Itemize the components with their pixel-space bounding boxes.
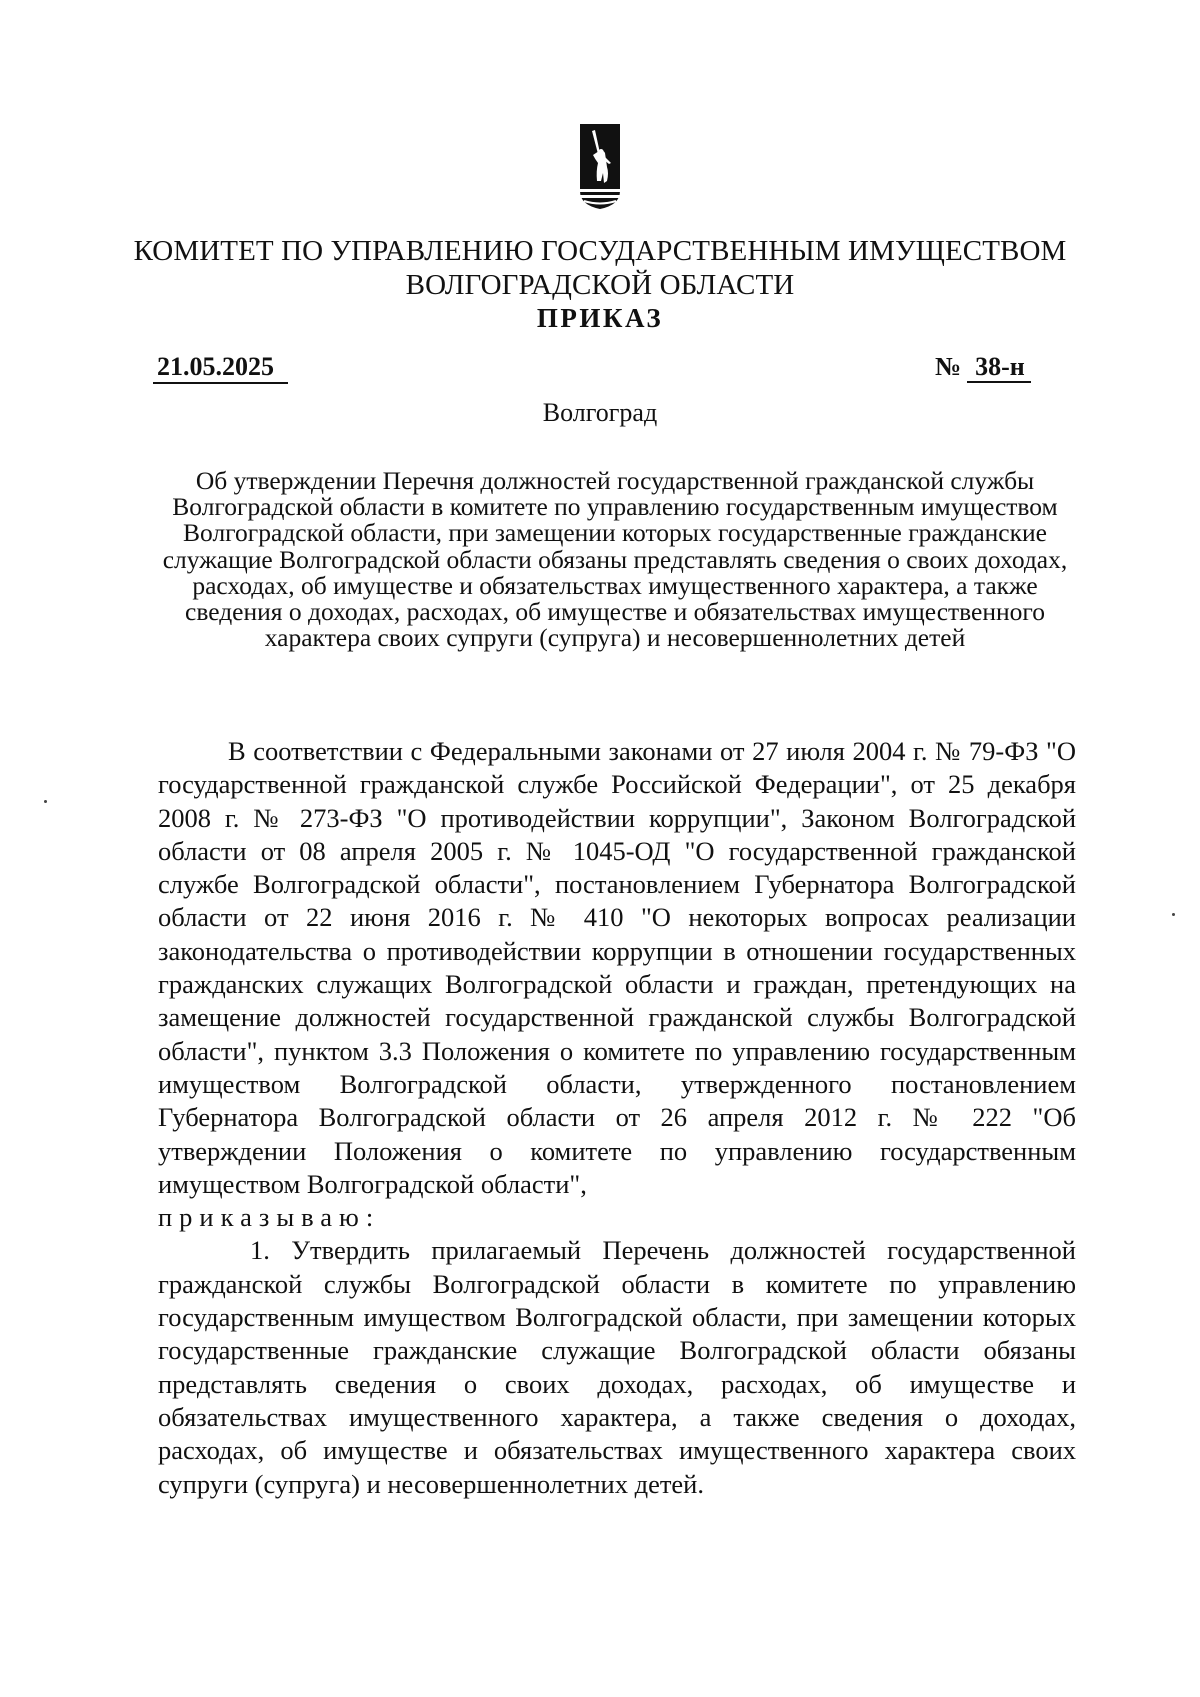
order-word: приказываю: bbox=[158, 1202, 381, 1233]
document-type: ПРИКАЗ bbox=[536, 303, 664, 333]
document-number bbox=[935, 352, 1031, 382]
number-sign: № bbox=[935, 352, 962, 381]
number-value: 38-н bbox=[967, 352, 1031, 383]
scan-speck bbox=[44, 800, 47, 803]
organization-name-line1: КОМИТЕТ ПО УПРАВЛЕНИЮ ГОСУДАРСТВЕННЫМ ИМУЩЕСТВОМ bbox=[133, 235, 1067, 267]
city: Волгоград bbox=[542, 398, 658, 427]
document-title: Об утверждении Перечня должностей государственной гражданской службы Волгоградской области в комитете по управлению государственным имуществом Волгоградской области, при замещении которых государственные гражданские служащие Волгоградской области обязаны представлять сведения о своих доходах, расходах, об имуществе и обязательствах имущественного характера, а также сведения о доходах, расходах, об имуществе и обязательствах имущественного характера своих супруги (супруга) и несовершеннолетних детей bbox=[162, 466, 1068, 653]
document-body bbox=[158, 735, 1076, 1501]
preamble-paragraph: В соответствии с Федеральными законами от 27 июля 2004 г. № 79-ФЗ "О государственной гражданской службе Российской Федерации", от 25 декабря 2008 г. № 273-ФЗ "О противодействии коррупции", Законом Волгоградской области от 08 апреля 2005 г. № 1045-ОД "О государственной гражданской службе Волгоградской области", постановлением Губернатора Волгоградской области от 22 июня 2016 г. № 410 "О некоторых вопросах реализации законодательства о противодействии коррупции в отношении государственных гражданских служащих Волгоградской области и граждан, претендующих на замещение должностей государственной гражданской службы Волгоградской области", пунктом 3.3 Положения о комитете по управлению государственным имуществом Волгоградской области, утвержденного постановлением Губернатора Волгоградской области от 26 апреля 2012 г. № 222 "Об утверждении Положения о комитете по управлению государственным имуществом Волгоградской области", bbox=[158, 736, 1076, 1199]
scan-speck bbox=[1172, 913, 1175, 916]
document-date: 21.05.2025 bbox=[153, 352, 288, 384]
coat-of-arms-icon bbox=[578, 123, 622, 210]
order-item-1: 1. Утвердить прилагаемый Перечень должностей государственной гражданской службы Волгоградской области в комитете по управлению государственным имуществом Волгоградской области, при замещении которых государственные гражданские служащие Волгоградской области обязаны представлять сведения о своих доходах, расходах, об имуществе и обязательствах имущественного характера, а также сведения о доходах, расходах, об имуществе и обязательствах имущественного характера своих супруги (супруга) и несовершеннолетних детей. bbox=[158, 1235, 1076, 1499]
organization-name-line2: ВОЛГОГРАДСКОЙ ОБЛАСТИ bbox=[405, 269, 795, 301]
